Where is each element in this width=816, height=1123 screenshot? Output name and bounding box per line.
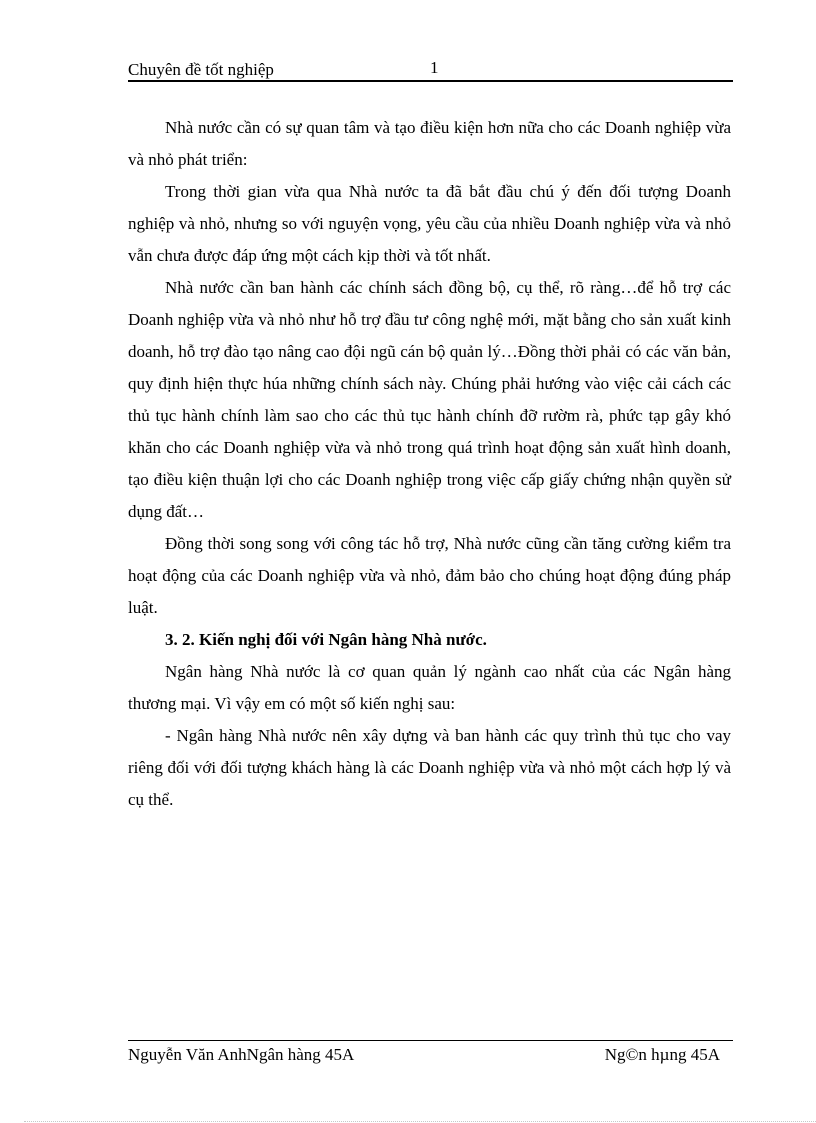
footer-class: Ng©n hµng 45A — [604, 1045, 720, 1064]
page-edge-divider — [24, 1121, 816, 1122]
header-title: Chuyên đề tốt nghiệp — [128, 60, 274, 79]
paragraph: Nhà nước cần ban hành các chính sách đồng bộ, cụ thể, rõ ràng…để hỗ trợ các Doanh nghiệp vừa và nhỏ như hỗ trợ đầu tư công nghệ mới, mặt bằng cho sản xuất kinh doanh, hỗ trợ đào tạo nâng cao đội ngũ cán bộ quản lý…Đồng thời phải có các văn bản, quy định hiện thực húa những chính sách này. Chúng phải hướng vào việc cải cách các thủ tục hành chính làm sao cho các thủ tục hành chính đỡ rườm rà, phức tạp gây khó khăn cho các Doanh nghiệp vừa và nhỏ trong quá trình hoạt động sản xuất hình doanh, tạo điều kiện thuận lợi cho các Doanh nghiệp trong việc cấp giấy chứng nhận quyền sử dụng đất… — [128, 278, 731, 521]
page-header — [128, 58, 733, 82]
paragraph: Trong thời gian vừa qua Nhà nước ta đã bắt đầu chú ý đến đối tượng Doanh nghiệp và nhỏ, nhưng so với nguyện vọng, yêu cầu của nhiều Doanh nghiệp vừa và nhỏ vẫn chưa được đáp ứng một cách kịp thời và tốt nhất. — [128, 182, 731, 265]
footer-author: Nguyễn Văn AnhNgân hàng 45A — [128, 1045, 355, 1064]
section-heading: 3. 2. Kiến nghị đối với Ngân hàng Nhà nước. — [165, 630, 487, 649]
paragraph: Ngân hàng Nhà nước là cơ quan quản lý ngành cao nhất của các Ngân hàng thương mại. Vì vậy em có một số kiến nghị sau: — [128, 662, 731, 713]
page-footer — [128, 1040, 733, 1071]
paragraph: Đồng thời song song với công tác hỗ trợ, Nhà nước cũng cần tăng cường kiểm tra hoạt động của các Doanh nghiệp vừa và nhỏ, đảm bảo cho chúng hoạt động đúng pháp luật. — [128, 534, 731, 617]
page-number: 1 — [430, 58, 439, 77]
bullet-item: - Ngân hàng Nhà nước nên xây dựng và ban hành các quy trình thủ tục cho vay riêng đối với đối tượng khách hàng là các Doanh nghiệp vừa và nhỏ một cách hợp lý và cụ thể. — [128, 726, 731, 809]
paragraph: Nhà nước cần có sự quan tâm và tạo điều kiện hơn nữa cho các Doanh nghiệp vừa và nhỏ phát triển: — [128, 118, 731, 169]
document-body — [128, 112, 731, 816]
